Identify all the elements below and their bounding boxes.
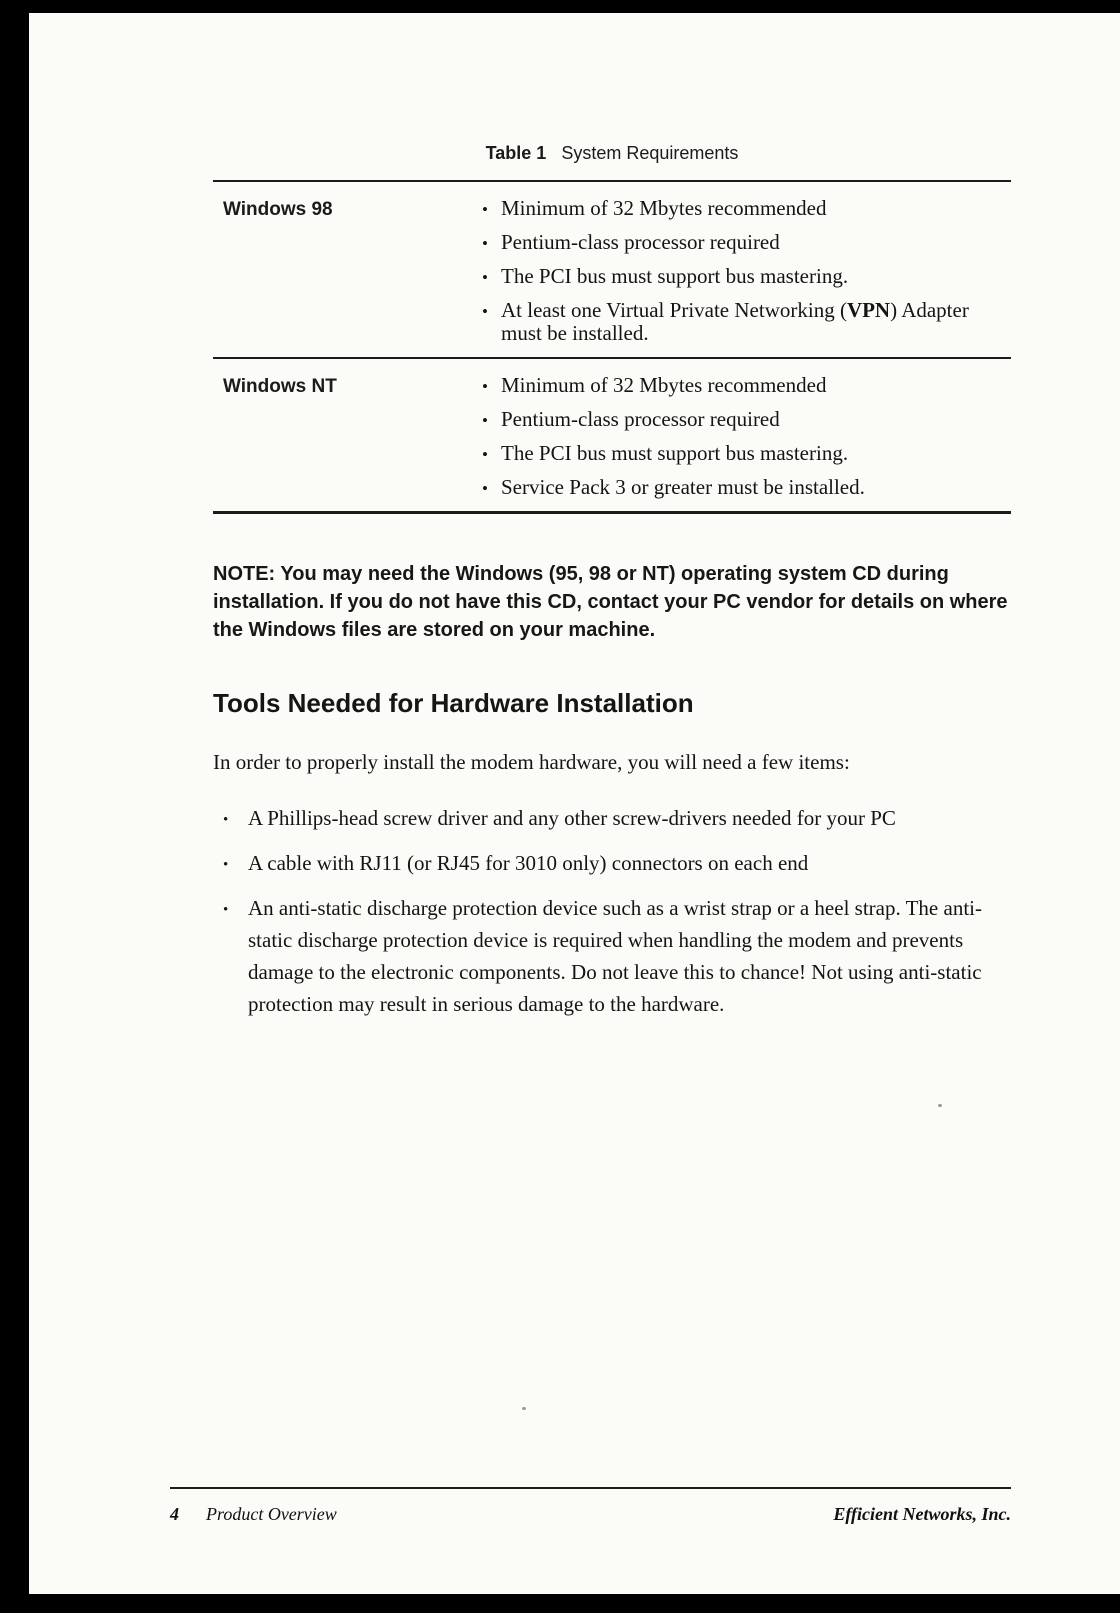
table-row-windows-98 (213, 182, 1011, 357)
footer-section-title: Product Overview (206, 1504, 337, 1524)
table-caption (213, 143, 1011, 164)
page-content (213, 143, 1011, 1033)
table-row-items (480, 374, 1011, 499)
item-text-bold: VPN (846, 298, 891, 322)
item-text: A Phillips-head screw driver and any other screw-drivers needed for your PC (248, 806, 896, 830)
item-text-pre: At least one Virtual Private Networking ( (501, 298, 847, 322)
table-list-item (480, 476, 1011, 499)
footer-rule (170, 1487, 1011, 1489)
table-row-items (480, 197, 1011, 345)
item-text: An anti-static discharge protection device such as a wrist strap or a heel strap. The anti-static discharge protection device is required when handling the modem and prevents damage to the electronic components. Do not leave this to chance! Not using anti-static protection may result in serious damage to the hardware. (248, 896, 982, 1016)
table-row-label: Windows NT (223, 376, 337, 397)
section-intro: In order to properly install the modem hardware, you will need a few items: (213, 750, 850, 774)
table-list-item (480, 197, 1011, 220)
item-text: Pentium-class processor required (501, 230, 780, 254)
list-item (213, 847, 1011, 879)
scan-edge-top (0, 0, 1120, 13)
table-list-item (480, 374, 1011, 397)
table-list-item (480, 442, 1011, 465)
page-number: 4 (170, 1504, 179, 1524)
item-text-post: ) Adapter must be installed. (501, 298, 969, 345)
item-text: The PCI bus must support bus mastering. (501, 264, 849, 288)
item-text: A cable with RJ11 (or RJ45 for 3010 only) connectors on each end (248, 851, 809, 875)
table-list-item (480, 299, 1011, 345)
table-list-item (480, 231, 1011, 254)
list-item (213, 802, 1011, 834)
scan-speck (938, 1104, 942, 1107)
table-caption-label: Table 1 (485, 143, 547, 163)
list-item (213, 892, 1011, 1020)
tools-list (213, 802, 1011, 1020)
scan-edge-bottom (0, 1594, 1120, 1613)
table-rule-bottom (213, 511, 1011, 514)
item-text: Minimum of 32 Mbytes recommended (501, 373, 827, 397)
scan-speck (522, 1407, 526, 1410)
section-heading: Tools Needed for Hardware Installation (213, 688, 694, 718)
table-row-windows-nt (213, 359, 1011, 511)
page-footer (170, 1487, 1011, 1525)
table-list-item (480, 408, 1011, 431)
note-paragraph: NOTE: You may need the Windows (95, 98 or NT) operating system CD during installation. If you do not have this CD, contact your PC vendor for details on where the Windows files are stored on your machine. (213, 563, 1008, 641)
item-text: Service Pack 3 or greater must be installed. (501, 475, 865, 499)
footer-left (170, 1504, 337, 1525)
footer-row (170, 1504, 1011, 1525)
footer-company: Efficient Networks, Inc. (833, 1504, 1011, 1524)
scan-edge-left (0, 0, 29, 1613)
item-text: Minimum of 32 Mbytes recommended (501, 196, 827, 220)
item-text: The PCI bus must support bus mastering. (501, 441, 849, 465)
table-caption-title: System Requirements (561, 143, 739, 163)
table-row-label: Windows 98 (223, 199, 333, 220)
table-list-item (480, 265, 1011, 288)
item-text: Pentium-class processor required (501, 407, 780, 431)
